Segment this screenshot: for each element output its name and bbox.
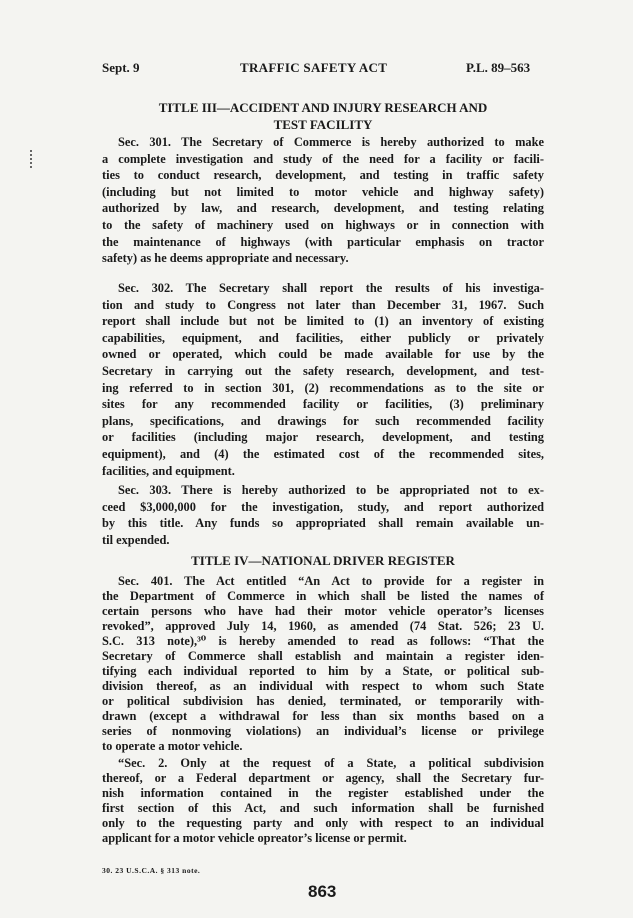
margin-mark <box>30 150 35 168</box>
title-iii-heading <box>100 99 546 133</box>
text-line: or facilities (including major research, development, and testing <box>102 430 544 445</box>
text-line: owned or operated, which could be made available for use by the <box>102 347 544 362</box>
text-line: first section of this Act, and such information shall be furnished <box>102 801 544 815</box>
text-line: by this title. Any funds so appropriated shall remain available un- <box>102 516 544 531</box>
text-line: nish information contained in the register established under the <box>102 786 544 800</box>
text-line: Sec. 401. The Act entitled “An Act to provide for a register in <box>118 574 544 588</box>
text-line: division thereof, as an individual with respect to whom such State <box>102 679 544 693</box>
text-line: (including but not limited to motor vehicle and highway safety) <box>102 184 544 199</box>
text-line: a complete investigation and study of the need for a facility or facili- <box>102 151 544 166</box>
text-line: the maintenance of highways (with particular emphasis on tractor <box>102 234 544 249</box>
title-line: TEST FACILITY <box>273 117 373 132</box>
text-line: Secretary of Commerce shall establish and maintain a register iden- <box>102 649 544 663</box>
section-401 <box>102 574 544 754</box>
text-line: drawn (except a withdrawal for less than six months based on a <box>102 709 544 723</box>
text-line: applicant for a motor vehicle opreator’s license or permit. <box>102 831 407 845</box>
footnote: 30. 23 U.S.C.A. § 313 note. <box>102 866 201 875</box>
text-line: to the safety of machinery used on highways or in connection with <box>102 217 544 232</box>
title-line: TITLE III—ACCIDENT AND INJURY RESEARCH AND <box>158 100 488 115</box>
text-line: Sec. 301. The Secretary of Commerce is hereby authorized to make <box>118 135 544 149</box>
header-date: Sept. 9 <box>102 60 140 75</box>
text-line: Sec. 303. There is hereby authorized to be appropriated not to ex- <box>118 483 544 497</box>
text-line: safety) as he deems appropriate and necessary. <box>102 251 349 266</box>
text-line: series of nonmoving violations) an individual’s license or privilege <box>102 724 544 738</box>
text-line: revoked”, approved July 14, 1960, as amended (74 Stat. 526; 23 U. <box>102 619 544 633</box>
section-302 <box>102 280 544 479</box>
text-line: ceed $3,000,000 for the investigation, study, and report authorized <box>102 499 544 514</box>
text-line: “Sec. 2. Only at the request of a State, a political subdivision <box>118 756 544 770</box>
section-301 <box>102 134 544 267</box>
text-line: equipment), and (4) the estimated cost of the recommended sites, <box>102 446 544 461</box>
header-title: TRAFFIC SAFETY ACT <box>240 60 388 75</box>
text-line: only to the requesting party and only with respect to an individual <box>102 816 544 830</box>
text-line: facilities, and equipment. <box>102 463 235 478</box>
text-line: capabilities, equipment, and facilities, either publicly or privately <box>102 330 544 345</box>
text-line: sites for any recommended facility or facilities, (3) preliminary <box>102 397 544 412</box>
text-line: to operate a motor vehicle. <box>102 739 243 753</box>
text-line: certain persons who have had their motor vehicle operator’s licenses <box>102 604 544 618</box>
text-line: S.C. 313 note),³⁰ is hereby amended to read as follows: “That the <box>102 634 544 648</box>
text-line: Secretary in carrying out the safety research, development, and test- <box>102 363 544 378</box>
text-line: tion and study to Congress not later than December 31, 1967. Such <box>102 297 544 312</box>
text-line: ing referred to in section 301, (2) recommendations as to the site or <box>102 380 544 395</box>
title-iv-heading: TITLE IV—NATIONAL DRIVER REGISTER <box>191 553 455 568</box>
text-line: the Department of Commerce in which shall be listed the names of <box>102 589 544 603</box>
section-2 <box>102 756 544 846</box>
text-line: thereof, or a Federal department or agency, shall the Secretary fur- <box>102 771 544 785</box>
text-line: tifying each individual reported to him by a State, or political sub- <box>102 664 544 678</box>
text-line: Sec. 302. The Secretary shall report the results of his investiga- <box>118 281 544 295</box>
header-public-law: P.L. 89–563 <box>466 60 531 75</box>
text-line: ties to conduct research, development, and testing in traffic safety <box>102 168 544 183</box>
text-line: til expended. <box>102 532 170 547</box>
text-line: or political subdivision has denied, terminated, or temporarily with- <box>102 694 544 708</box>
page-number: 863 <box>308 882 337 901</box>
text-line: report shall include but not be limited to (1) an inventory of existing <box>102 314 544 329</box>
section-303 <box>102 482 544 548</box>
text-line: authorized by law, and research, development, and testing relating <box>102 201 544 216</box>
text-line: plans, specifications, and drawings for such recommended facility <box>102 413 544 428</box>
